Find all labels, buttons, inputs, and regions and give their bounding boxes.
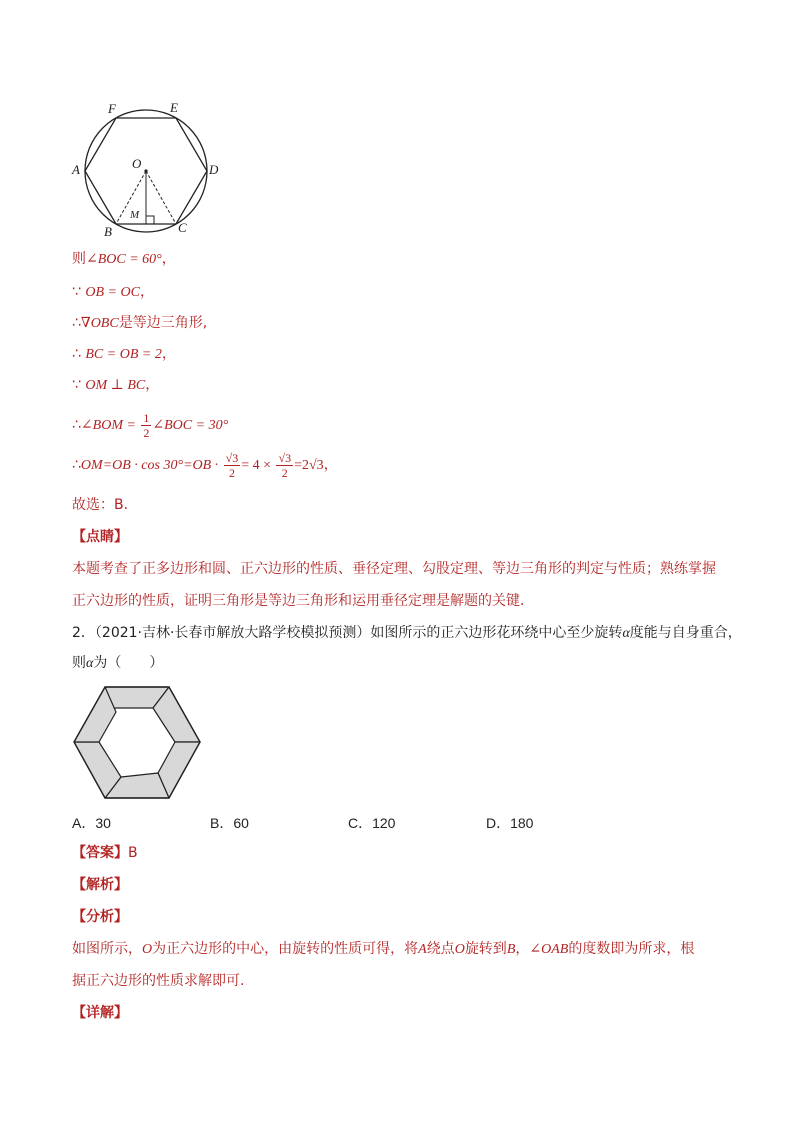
question-text-end: 度能与自身重合， xyxy=(629,625,742,641)
label-O: O xyxy=(132,156,142,171)
math-expr: OB = OC xyxy=(85,285,140,300)
math-expr: BC = OB = 2 xyxy=(85,347,162,362)
solution-choice xyxy=(72,495,138,515)
paragraph-text: 本题考查了正多边形和圆、正六边形的性质、垂径定理、勾股定理、等边三角形的判定与性质；熟练掌握 xyxy=(72,561,716,577)
math-expr-b: = 4 × xyxy=(241,458,272,473)
question-text: 2．（2021·吉林·长春市解放大路学校模拟预测）如图所示的正六边形花环绕中心至少旋转 xyxy=(72,625,623,641)
math-angle-OAB: ∠OAB xyxy=(529,942,569,957)
text-suffix: ， xyxy=(323,457,338,473)
text-suffix: ， xyxy=(161,251,176,267)
therefore-symbol: ∴ xyxy=(72,315,81,331)
text-segment: 的度数即为所求，根 xyxy=(568,941,695,957)
math-expr-a: ∠BOM = xyxy=(80,418,136,433)
option-label: C．120 xyxy=(348,815,396,831)
alpha-symbol: α xyxy=(86,656,94,671)
question-text: 则 xyxy=(72,655,86,671)
answer-heading: 【答案】 xyxy=(72,845,128,861)
option-d[interactable] xyxy=(486,813,533,833)
therefore-symbol: ∴ xyxy=(72,417,81,433)
hexagon-circle-figure xyxy=(68,98,228,238)
because-symbol: ∵ xyxy=(72,284,81,300)
text-segment: 为正六边形的中心，由旋转的性质可得，将 xyxy=(152,941,419,957)
option-label: D．180 xyxy=(486,815,534,831)
math-O: O xyxy=(454,942,465,957)
math-A: A xyxy=(418,942,427,957)
detail-heading xyxy=(72,1003,128,1023)
hexagon-garland-figure xyxy=(72,686,202,800)
text-suffix: ， xyxy=(139,284,154,300)
math-B: B xyxy=(506,942,516,957)
label-E: E xyxy=(170,100,178,115)
right-angle-mark xyxy=(146,216,154,224)
option-label: B．60 xyxy=(210,815,249,831)
solution-line-2 xyxy=(72,282,154,303)
math-expr: OM ⊥ BC xyxy=(85,378,146,393)
fenxi-line-2 xyxy=(72,971,244,991)
comment-heading xyxy=(72,527,128,547)
fraction-numerator: √3 xyxy=(278,450,292,465)
text-segment: ， xyxy=(515,941,530,957)
heading-text: 【点睛】 xyxy=(72,529,128,545)
text-segment: 如图所示， xyxy=(72,941,142,957)
therefore-symbol: ∴ xyxy=(72,457,81,473)
option-c[interactable] xyxy=(348,813,395,833)
question-bracket: 为（ ） xyxy=(93,655,164,671)
answer-line xyxy=(72,843,138,863)
therefore-symbol: ∴ xyxy=(72,346,81,362)
option-label: A．30 xyxy=(72,815,111,831)
label-F: F xyxy=(108,101,116,116)
fraction-denominator: 2 xyxy=(143,425,150,440)
text-suffix: ， xyxy=(145,377,160,393)
solution-line-4 xyxy=(72,344,176,365)
solution-line-1 xyxy=(72,249,176,270)
center-point xyxy=(144,169,147,172)
math-expr: ∇OBC xyxy=(80,316,119,331)
alpha-symbol: α xyxy=(622,626,630,641)
fraction-denominator: 2 xyxy=(281,465,288,480)
math-expr-b: ∠BOC = 30° xyxy=(152,418,229,433)
text-suffix: ， xyxy=(161,346,176,362)
comment-text-2 xyxy=(72,591,534,611)
math-expr: ∠BOC = 60° xyxy=(86,252,162,267)
fraction-numerator: 1 xyxy=(143,410,150,425)
heading-text: 【解析】 xyxy=(72,877,128,893)
math-O: O xyxy=(142,942,153,957)
fraction-denominator: 2 xyxy=(228,465,235,480)
fraction-sqrt3-over-2-a xyxy=(224,451,241,480)
label-M: M xyxy=(130,209,140,221)
comment-text-1 xyxy=(72,559,716,579)
text-segment: 旋转到 xyxy=(464,941,507,957)
analysis-heading xyxy=(72,875,128,895)
text-prefix: 则 xyxy=(72,251,86,267)
label-A: A xyxy=(72,162,80,177)
math-expr-c: =2√3 xyxy=(294,458,324,473)
question-2-line-2 xyxy=(72,653,163,674)
fraction-numerator: √3 xyxy=(225,450,239,465)
label-D: D xyxy=(209,162,219,177)
math-expr-a: OM=OB · cos 30°=OB · xyxy=(80,458,219,473)
question-2-line-1 xyxy=(72,623,742,644)
fenxi-heading xyxy=(72,907,128,927)
paragraph-text: 正六边形的性质，证明三角形是等边三角形和运用垂径定理是解题的关键． xyxy=(72,593,534,609)
solution-line-5 xyxy=(72,375,159,396)
fraction-half xyxy=(141,411,151,440)
text-segment: 据正六边形的性质求解即可. xyxy=(72,973,245,989)
text-suffix: 是等边三角形, xyxy=(118,315,208,331)
fraction-sqrt3-over-2-b xyxy=(276,451,293,480)
fenxi-line-1 xyxy=(72,939,694,960)
option-a[interactable] xyxy=(72,813,111,833)
label-B: B xyxy=(104,224,112,238)
because-symbol: ∵ xyxy=(72,377,81,393)
answer-value: B xyxy=(128,845,138,861)
label-C: C xyxy=(178,220,187,235)
heading-text: 【分析】 xyxy=(72,909,128,925)
solution-line-7 xyxy=(72,447,338,484)
solution-line-3 xyxy=(72,313,207,334)
option-b[interactable] xyxy=(210,813,249,833)
heading-text: 【详解】 xyxy=(72,1005,128,1021)
choice-text: 故选：B． xyxy=(72,497,138,513)
text-segment: 绕点 xyxy=(426,941,455,957)
solution-line-6 xyxy=(72,408,228,443)
